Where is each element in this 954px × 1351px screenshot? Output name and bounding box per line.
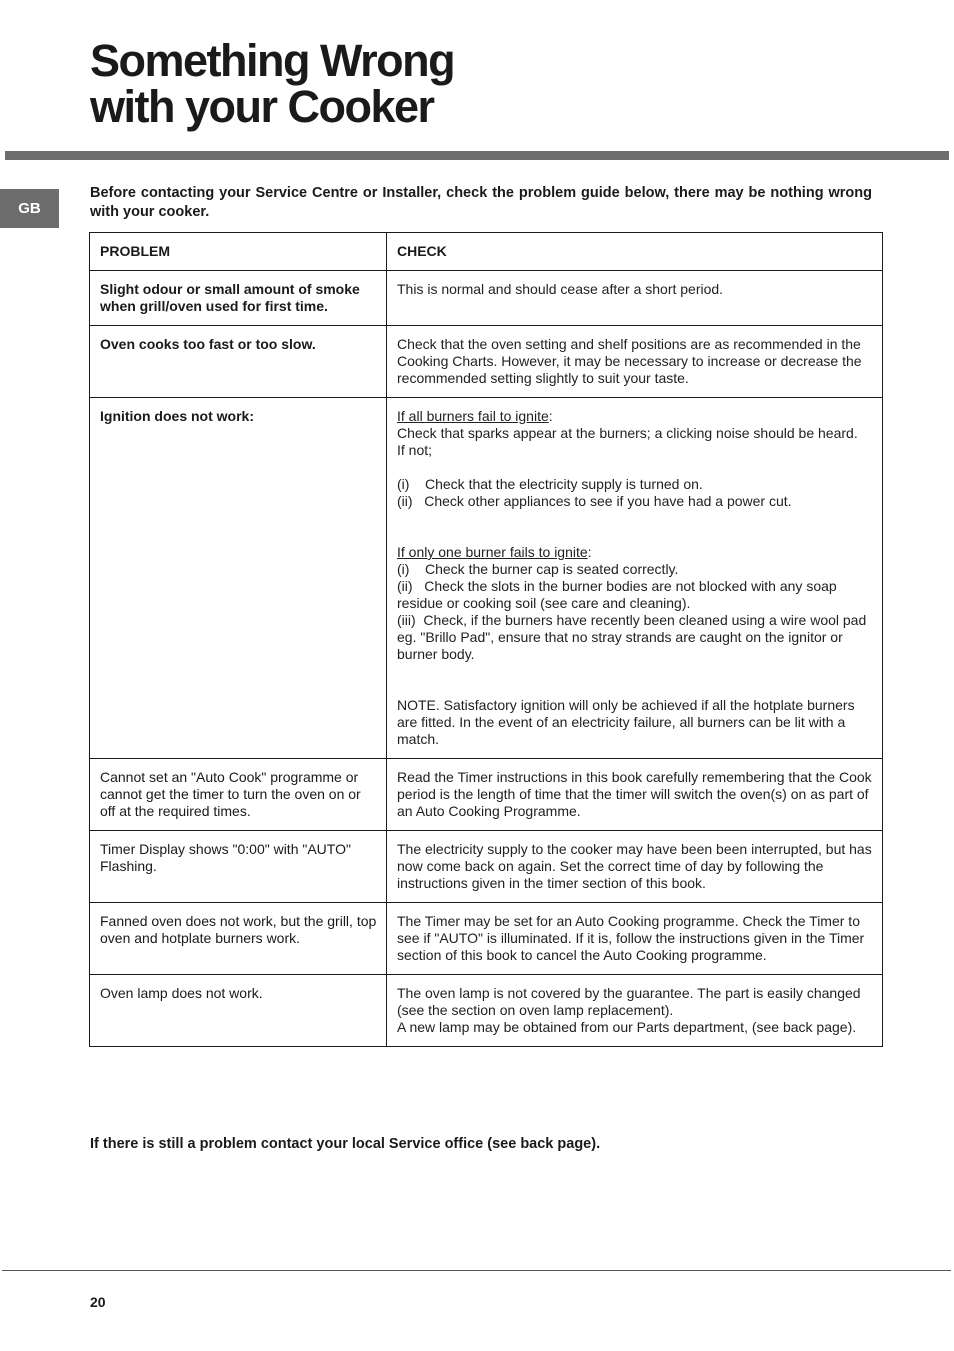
intro-text: Before contacting your Service Centre or Installer, check the problem guide below, there may be nothing wrong with your cooker. [90, 185, 872, 220]
table-row [90, 759, 883, 831]
table-header-row [90, 233, 883, 271]
problem-cell: Timer Display shows "0:00" with "AUTO" Flashing. [90, 831, 387, 903]
one-burner-step-i: (i) Check the burner cap is seated correctly. [397, 561, 679, 577]
all-burners-text: Check that sparks appear at the burners; a clicking noise should be heard. [397, 425, 858, 441]
table-row [90, 975, 883, 1047]
outro-text: If there is still a problem contact your local Service office (see back page). [90, 1136, 601, 1152]
all-burners-step-ii: (ii) Check other appliances to see if you have had a power cut. [397, 493, 792, 509]
check-cell: This is normal and should cease after a short period. [387, 271, 883, 326]
page-title-line-2: with your Cooker [90, 81, 434, 132]
problem-cell: Fanned oven does not work, but the grill, top oven and hotplate burners work. [90, 903, 387, 975]
table-row [90, 903, 883, 975]
one-burner-step-iii: (iii) Check, if the burners have recently been cleaned using a wire wool pad eg. "Brillo Pad", ensure that no stray strands are caught on the ignitor or burner body. [397, 612, 871, 662]
problem-cell: Cannot set an "Auto Cook" programme or cannot get the timer to turn the oven on or off at the required times. [90, 759, 387, 831]
footer-divider [2, 1270, 951, 1271]
table-row [90, 831, 883, 903]
table-row [90, 398, 883, 759]
table-row [90, 326, 883, 398]
if-not-text: If not; [397, 442, 433, 458]
check-cell: Read the Timer instructions in this book carefully remembering that the Cook period is the length of time that the timer will switch the oven(s) on as part of an Auto Cooking Programme. [387, 759, 883, 831]
problem-cell: Oven lamp does not work. [90, 975, 387, 1047]
one-burner-heading: If only one burner fails to ignite [397, 544, 588, 560]
check-cell: Check that the oven setting and shelf positions are as recommended in the Cooking Charts. However, it may be necessary to increase or decrease the recommended setting slightly to suit your taste. [387, 326, 883, 398]
check-cell: If all burners fail to ignite: Check that sparks appear at the burners; a clicking noise should be heard. If not; (i) Check that the electricity supply is turned on. (ii) Check other appliances to see if you have had a power cut. If only one burner fails to ignite: (i) Check the burner cap is seated correctly. (ii) Check the slots in the burner bodies are not blocked with any soap residue or cooking soil (see care and cleaning). (iii) Check, if the burners have recently been cleaned using a wire wool pad eg. "Brillo Pad", ensure that no stray strands are caught on the ignitor or burner body. NOTE. Satisfactory ignition will only be achieved if all the hotplate burners are fitted. In the event of an electricity failure, all burners can be lit with a match. [387, 398, 883, 759]
problem-cell: Oven cooks too fast or too slow. [90, 326, 387, 398]
all-burners-heading: If all burners fail to ignite [397, 408, 549, 424]
problem-cell: Slight odour or small amount of smoke when grill/oven used for first time. [90, 271, 387, 326]
check-column-header: CHECK [387, 233, 883, 271]
language-tab: GB [0, 189, 59, 228]
problem-cell: Ignition does not work: [90, 398, 387, 759]
troubleshooting-table [89, 232, 883, 1047]
problem-column-header: PROBLEM [90, 233, 387, 271]
ignition-note: NOTE. Satisfactory ignition will only be achieved if all the hotplate burners are fitted. In the event of an electricity failure, all burners can be lit with a match. [397, 697, 855, 747]
page-number: 20 [90, 1294, 106, 1310]
one-burner-step-ii: (ii) Check the slots in the burner bodies are not blocked with any soap residue or cooking soil (see care and cleaning). [397, 578, 841, 611]
check-cell: The Timer may be set for an Auto Cooking programme. Check the Timer to see if "AUTO" is illuminated. If it is, follow the instructions given in the Timer section of this book to cancel the Auto Cooking programme. [387, 903, 883, 975]
page-title-line-1: Something Wrong [90, 35, 455, 86]
page-title [90, 35, 455, 132]
header-divider [5, 151, 949, 160]
lamp-check-line-2: A new lamp may be obtained from our Parts department, (see back page). [397, 1019, 857, 1035]
check-cell [387, 975, 883, 1047]
all-burners-step-i: (i) Check that the electricity supply is turned on. [397, 476, 703, 492]
lamp-check-line-1: The oven lamp is not covered by the guarantee. The part is easily changed (see the section on oven lamp replacement). [397, 985, 861, 1018]
table-row [90, 271, 883, 326]
check-cell: The electricity supply to the cooker may have been been interrupted, but has now come back on again. Set the correct time of day by following the instructions given in the timer section of this book. [387, 831, 883, 903]
